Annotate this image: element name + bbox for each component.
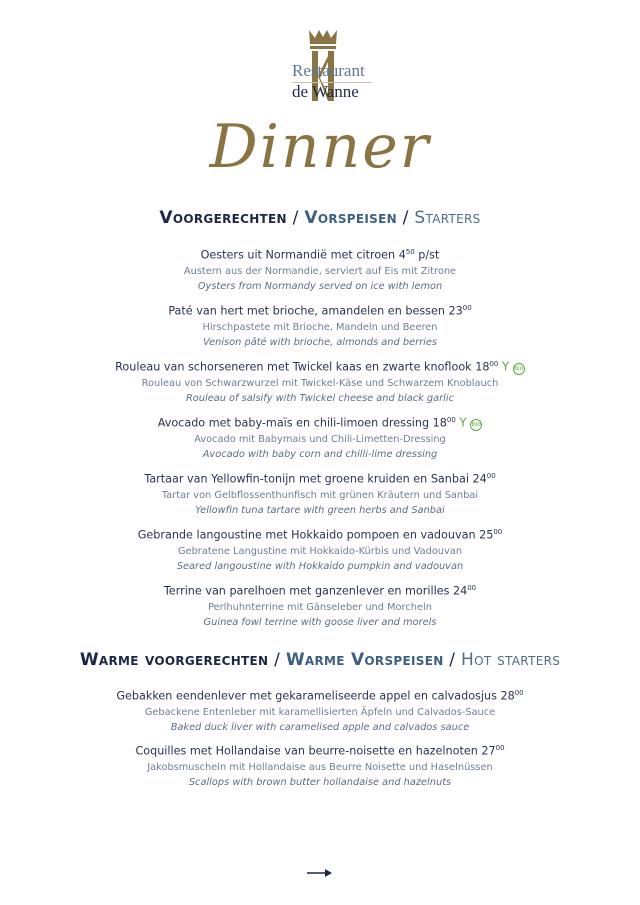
heading-en: Hot starters (461, 650, 561, 670)
heading-sep: / (274, 650, 281, 670)
menu-item (0, 685, 640, 735)
heading-sep: / (292, 208, 299, 228)
dish-name-de: Perlhuhnterrine mit Gänseleber und Morcheln (208, 601, 432, 613)
dish-name-de: Rouleau von Schwarzwurzel mit Twickel-Käse und Schwarzem Knoblauch (141, 377, 499, 389)
dish-name-nl: Coquilles met Hollandaise van beurre-noisette en hazelnoten $27^{00}$ (135, 744, 505, 758)
menu-item (0, 356, 640, 406)
menu-item (0, 740, 640, 790)
heading-nl: Warme voorgerechten (79, 650, 269, 670)
price-cents: 00 (486, 472, 496, 480)
logo-text-name: de Wanne (292, 82, 359, 101)
dish-name-de: Hirschpastete mit Brioche, Mandeln und Beeren (202, 321, 438, 333)
heading-sep: / (449, 650, 456, 670)
dish-name-en: Scallops with brown butter hollandaise and hazelnuts (188, 776, 452, 788)
dish-name-nl: Avocado met baby-maïs en chili-limoen dressing $18^{00}$ Y bio (157, 415, 481, 430)
price-cents: 00 (462, 304, 472, 312)
menu-item (0, 468, 640, 518)
price-cents: 50 (405, 248, 415, 256)
dish-name-nl: Terrine van parelhoen met ganzenlever en morilles $24^{00}$ (163, 584, 477, 598)
section-heading-starters (0, 208, 640, 228)
menu-item (0, 244, 640, 294)
heading-de: Vorspeisen (304, 208, 397, 228)
page-title: Dinner (209, 112, 431, 182)
heading-de: Warme Vorspeisen (285, 650, 444, 670)
restaurant-logo (258, 28, 388, 104)
dish-name-en: Venison pâté with brioche, almonds and berries (202, 336, 438, 348)
dish-name-en: Yellowfin tuna tartare with green herbs and Sanbai (195, 504, 445, 516)
dish-name-en: Avocado with baby corn and chilli-lime dressing (202, 448, 438, 460)
vegetarian-icon: Y (459, 415, 467, 430)
next-page-arrow-icon[interactable] (307, 868, 333, 878)
price-cents: 00 (467, 584, 477, 592)
dish-name-nl: Rouleau van schorseneren met Twickel kaas en zwarte knoflook $18^{00}$ Y bio (115, 359, 524, 374)
heading-sep: / (402, 208, 409, 228)
dish-name-en: Rouleau of salsify with Twickel cheese and black garlic (185, 392, 455, 404)
menu-item (0, 412, 640, 462)
dish-name-nl: Paté van hert met brioche, amandelen en bessen $23^{00}$ (168, 304, 472, 318)
dish-name-nl: Tartaar van Yellowfin-tonijn met groene kruiden en Sanbai $24^{00}$ (144, 472, 496, 486)
dish-name-de: Austern aus der Normandie, serviert auf Eis mit Zitrone (183, 265, 457, 277)
dish-name-de: Gebackene Entenleber mit karamellisierten Äpfeln und Calvados-Sauce (144, 706, 496, 718)
dish-name-de: Gebratene Langustine mit Hokkaido-Kürbis und Vadouvan (177, 545, 463, 557)
menu-item (0, 580, 640, 630)
logo-text-restaurant: Restaurant (292, 61, 365, 80)
heading-nl: Voorgerechten (159, 208, 287, 228)
dish-name-de: Jakobsmuscheln mit Hollandaise aus Beurre Noisette und Haselnüssen (147, 761, 493, 773)
vegetarian-icon: Y (501, 359, 510, 374)
price-cents: 00 (446, 416, 456, 424)
organic-icon: bio (470, 419, 482, 431)
price-cents: 00 (495, 744, 505, 752)
dish-name-nl: Gebakken eendenlever met gekarameliseerde appel en calvadosjus $28^{00}$ (116, 689, 524, 703)
dish-name-nl: Oesters uit Normandië met citroen $4^{50}$ p/st (200, 248, 440, 262)
menu-item (0, 300, 640, 350)
heading-en: Starters (414, 208, 481, 228)
price-cents: 00 (489, 360, 499, 368)
price-cents: 00 (493, 528, 503, 536)
menu-item (0, 524, 640, 574)
dish-name-de: Tartar von Gelbflossenthunfisch mit grünen Kräutern und Sanbai (161, 489, 479, 501)
dish-name-en: Seared langoustine with Hokkaido pumpkin and vadouvan (176, 560, 464, 572)
dish-name-en: Oysters from Normandy served on ice with lemon (197, 280, 443, 292)
dish-name-en: Guinea fowl terrine with goose liver and morels (203, 616, 437, 628)
dish-name-nl: Gebrande langoustine met Hokkaido pompoen en vadouvan $25^{00}$ (137, 528, 503, 542)
section-heading-hot-starters (0, 650, 640, 670)
organic-icon: bio (513, 363, 525, 375)
dish-name-en: Baked duck liver with caramelised apple and calvados sauce (170, 721, 470, 733)
price-cents: 00 (514, 689, 524, 697)
dish-name-de: Avocado mit Babymais und Chili-Limetten-Dressing (194, 433, 446, 445)
